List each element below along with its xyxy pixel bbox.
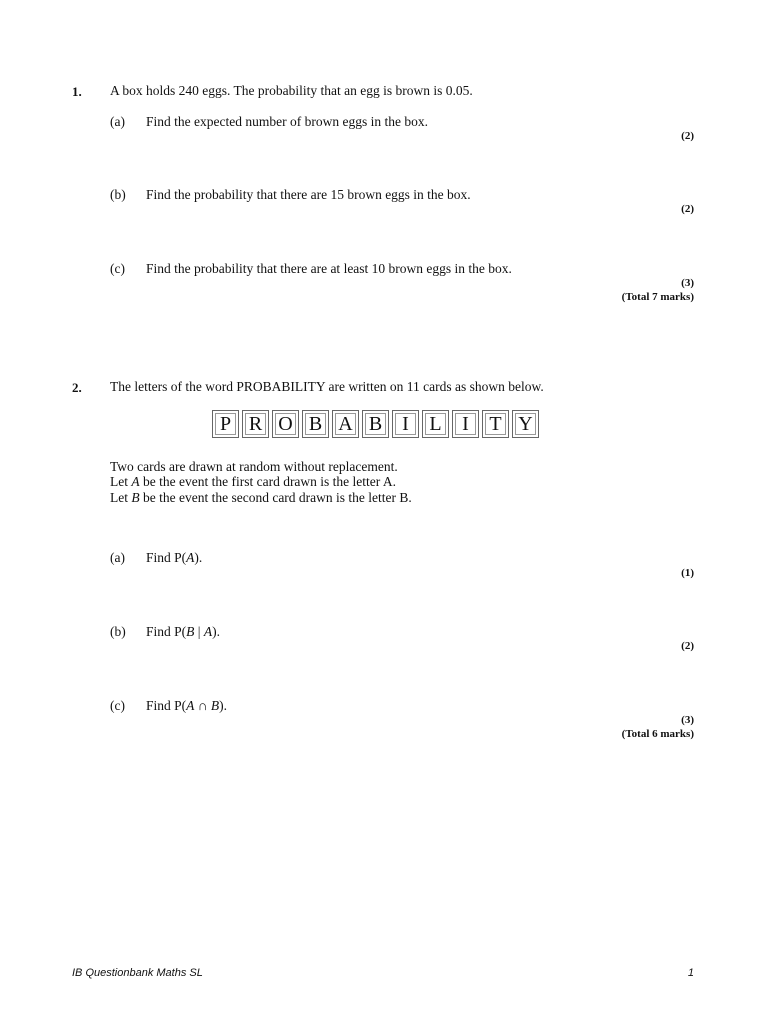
q2-line3-pre: Let bbox=[110, 490, 132, 505]
q2-part-c-intersection: ∩ bbox=[194, 698, 211, 713]
letter-card: A bbox=[332, 410, 359, 438]
q2-part-c-pre: Find P( bbox=[146, 698, 187, 713]
q2-info-line-1: Two cards are drawn at random without replacement. bbox=[110, 459, 398, 474]
question-1-number: 1. bbox=[72, 84, 82, 99]
letter-card: O bbox=[272, 410, 299, 438]
letter-card: L bbox=[422, 410, 449, 438]
letter-card: P bbox=[212, 410, 239, 438]
question-2-number: 2. bbox=[72, 380, 82, 395]
q2-line3-var: B bbox=[131, 490, 140, 505]
q2-part-b-marks: (2) bbox=[681, 640, 694, 652]
q2-part-b-given: | bbox=[194, 624, 204, 639]
letter-card: I bbox=[392, 410, 419, 438]
q1-part-b-label: (b) bbox=[110, 187, 126, 202]
q2-part-a-var: A bbox=[186, 550, 195, 565]
q2-part-a-post: ). bbox=[194, 550, 203, 565]
q1-part-b-marks: (2) bbox=[681, 203, 694, 215]
q2-part-b-text bbox=[146, 624, 220, 640]
q2-line3-post: be the event the second card drawn is the letter B. bbox=[139, 490, 412, 505]
question-2-stem: The letters of the word PROBABILITY are written on 11 cards as shown below. bbox=[110, 379, 544, 394]
letter-card: T bbox=[482, 410, 509, 438]
q2-part-b-label: (b) bbox=[110, 624, 126, 639]
q2-part-c-post: ). bbox=[219, 698, 228, 713]
footer-page-number: 1 bbox=[687, 967, 694, 979]
question-1-stem: A box holds 240 eggs. The probability that an egg is brown is 0.05. bbox=[110, 83, 473, 98]
q2-part-b-var2: A bbox=[203, 624, 213, 639]
q2-part-c-label: (c) bbox=[110, 698, 125, 713]
q2-part-a-pre: Find P( bbox=[146, 550, 187, 565]
letter-card: R bbox=[242, 410, 269, 438]
q1-part-c-label: (c) bbox=[110, 261, 125, 276]
q2-part-a-text bbox=[146, 550, 202, 566]
letter-card: B bbox=[362, 410, 389, 438]
q2-part-a-label: (a) bbox=[110, 550, 125, 565]
q2-info-line-3 bbox=[110, 490, 412, 506]
q2-part-c-var2: B bbox=[210, 698, 220, 713]
letter-card: Y bbox=[512, 410, 539, 438]
q2-line2-pre: Let bbox=[110, 474, 132, 489]
q2-line2-var: A bbox=[131, 474, 140, 489]
q1-part-c-text: Find the probability that there are at least 10 brown eggs in the box. bbox=[146, 261, 512, 276]
q2-part-c-var1: A bbox=[186, 698, 195, 713]
q2-part-b-var1: B bbox=[186, 624, 195, 639]
q2-part-b-post: ). bbox=[212, 624, 220, 639]
letter-card: B bbox=[302, 410, 329, 438]
q1-part-a-label: (a) bbox=[110, 114, 125, 129]
q1-total-marks: (Total 7 marks) bbox=[621, 291, 694, 303]
q2-total-marks: (Total 6 marks) bbox=[621, 728, 694, 740]
footer-source: IB Questionbank Maths SL bbox=[72, 967, 203, 979]
letter-cards bbox=[212, 410, 539, 438]
q2-info-line-2 bbox=[110, 474, 396, 490]
q2-part-b-pre: Find P( bbox=[146, 624, 187, 639]
q2-part-a-marks: (1) bbox=[681, 567, 694, 579]
letter-card: I bbox=[452, 410, 479, 438]
q1-part-c-marks: (3) bbox=[681, 277, 694, 289]
q1-part-a-marks: (2) bbox=[681, 130, 694, 142]
q1-part-b-text: Find the probability that there are 15 brown eggs in the box. bbox=[146, 187, 471, 202]
q2-line2-post: be the event the first card drawn is the letter A. bbox=[139, 474, 397, 489]
q2-part-c-text bbox=[146, 698, 227, 714]
q1-part-a-text: Find the expected number of brown eggs in the box. bbox=[146, 114, 428, 129]
q2-part-c-marks: (3) bbox=[681, 714, 694, 726]
